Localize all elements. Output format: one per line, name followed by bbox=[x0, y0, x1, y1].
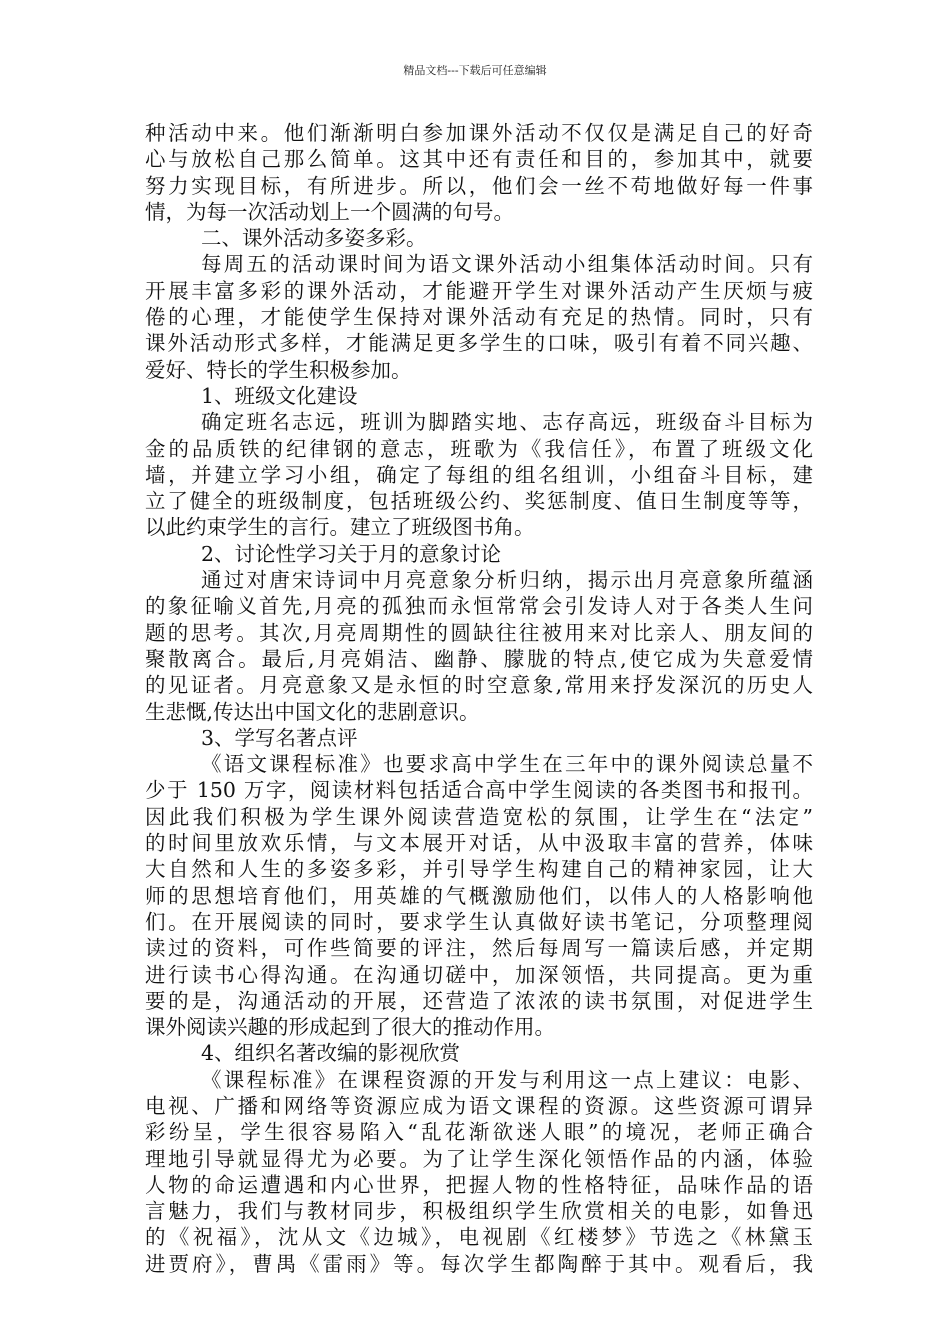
text-line: 《语文课程标准》也要求高中学生在三年中的课外阅读总量不 bbox=[201, 752, 813, 777]
text-line: 进行读书心得沟通。在沟通切磋中，加深领悟，共同提高。更为重 bbox=[145, 962, 813, 987]
text-line: 《课程标准》在课程资源的开发与利用这一点上建议：电影、 bbox=[201, 1067, 813, 1092]
text-line: 心与放松自己那么简单。这其中还有责任和目的，参加其中，就要 bbox=[145, 147, 813, 172]
text-line: 确定班名志远，班训为脚踏实地、志存高远，班级奋斗目标为 bbox=[201, 410, 813, 435]
text-line: 的象征喻义首先,月亮的孤独而永恒常常会引发诗人对于各类人生问 bbox=[145, 594, 813, 619]
text-line: 二、课外活动多姿多彩。 bbox=[201, 226, 427, 251]
text-line: 倦的心理，才能使学生保持对课外活动有充足的热情。同时，只有 bbox=[145, 305, 813, 330]
text-line: 少于 150 万字，阅读材料包括适合高中学生阅读的各类图书和报刊。 bbox=[145, 778, 813, 803]
text-line: 2、讨论性学习关于月的意象讨论 bbox=[201, 541, 502, 566]
text-line: 的《祝福》，沈从文《边城》，电视剧《红楼梦》节选之《林黛玉 bbox=[145, 1225, 813, 1250]
text-line: 题的思考。其次,月亮周期性的圆缺往往被用来对比亲人、朋友间的 bbox=[145, 620, 813, 645]
text-line: 师的思想培育他们，用英雄的气概激励他们，以伟人的人格影响他 bbox=[145, 883, 813, 908]
page-header: 精品文档---下载后可任意编辑 bbox=[403, 64, 547, 77]
text-line: 4、组织名著改编的影视欣赏 bbox=[201, 1041, 461, 1066]
text-line: 言魅力，我们与教材同步，积极组织学生欣赏相关的电影，如鲁迅 bbox=[145, 1199, 813, 1224]
text-line: 生悲慨,传达出中国文化的悲剧意识。 bbox=[145, 699, 480, 724]
text-line: 课外阅读兴趣的形成起到了很大的推动作用。 bbox=[145, 1015, 555, 1040]
text-line: 开展丰富多彩的课外活动，才能避开学生对课外活动产生厌烦与疲 bbox=[145, 278, 813, 303]
text-line: 的见证者。月亮意象又是永恒的时空意象,常用来抒发深沉的历史人 bbox=[145, 673, 813, 698]
text-line: 大自然和人生的多姿多彩，并引导学生构建自己的精神家园，让大 bbox=[145, 857, 813, 882]
text-line: 立了健全的班级制度，包括班级公约、奖惩制度、值日生制度等等， bbox=[145, 489, 813, 514]
text-line: 种活动中来。他们渐渐明白参加课外活动不仅仅是满足自己的好奇 bbox=[145, 121, 813, 145]
text-line: 努力实现目标，有所进步。所以，他们会一丝不苟地做好每一件事 bbox=[145, 173, 813, 198]
text-line: 墙，并建立学习小组，确定了每组的组名组训，小组奋斗目标，建 bbox=[145, 462, 813, 487]
text-line: 课外活动形式多样，才能满足更多学生的口味，吸引有着不同兴趣、 bbox=[145, 331, 813, 356]
text-line: 爱好、特长的学生积极参加。 bbox=[145, 357, 412, 382]
text-line: 们。在开展阅读的同时，要求学生认真做好读书笔记，分项整理阅 bbox=[145, 909, 813, 934]
text-line: 因此我们积极为学生课外阅读营造宽松的氛围，让学生在“法定” bbox=[145, 804, 813, 829]
text-line: 理地引导就显得尤为必要。为了让学生深化领悟作品的内涵，体验 bbox=[145, 1146, 813, 1171]
document-body bbox=[145, 120, 813, 1277]
text-line: 人物的命运遭遇和内心世界，把握人物的性格特征，品味作品的语 bbox=[145, 1172, 813, 1197]
text-line: 3、学写名著点评 bbox=[201, 725, 358, 750]
text-line: 通过对唐宋诗词中月亮意象分析归纳，揭示出月亮意象所蕴涵 bbox=[201, 568, 813, 593]
text-line: 每周五的活动课时间为语文课外活动小组集体活动时间。只有 bbox=[201, 252, 813, 277]
text-line: 1、班级文化建设 bbox=[201, 383, 358, 408]
text-line: 电视、广播和网络等资源应成为语文课程的资源。这些资源可谓异 bbox=[145, 1093, 813, 1118]
text-line: 聚散离合。最后,月亮娟洁、幽静、朦胧的特点,使它成为失意爱情 bbox=[145, 646, 813, 671]
text-line: 要的是，沟通活动的开展，还营造了浓浓的读书氛围，对促进学生 bbox=[145, 988, 813, 1013]
text-line: 读过的资料，可作些简要的评注，然后每周写一篇读后感，并定期 bbox=[145, 936, 813, 961]
text-line: 彩纷呈，学生很容易陷入“乱花渐欲迷人眼”的境况，老师正确合 bbox=[145, 1120, 813, 1145]
text-line: 的时间里放欢乐情，与文本展开对话，从中汲取丰富的营养，体味 bbox=[145, 831, 813, 856]
text-line: 情，为每一次活动划上一个圆满的句号。 bbox=[145, 199, 514, 224]
text-line: 以此约束学生的言行。建立了班级图书角。 bbox=[145, 515, 535, 540]
text-line: 金的品质铁的纪律钢的意志，班歌为《我信任》，布置了班级文化 bbox=[145, 436, 813, 461]
text-line: 进贾府》，曹禺《雷雨》等。每次学生都陶醉于其中。观看后，我 bbox=[145, 1251, 813, 1276]
